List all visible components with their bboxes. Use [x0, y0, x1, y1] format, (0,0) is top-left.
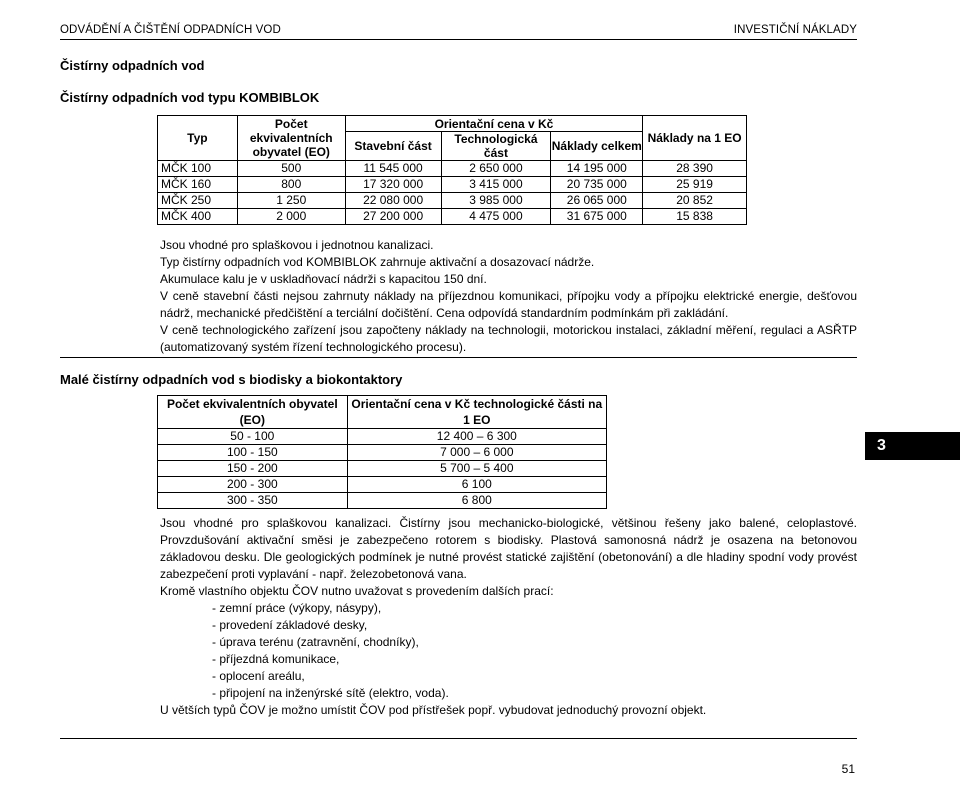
cell: 27 200 000: [345, 209, 441, 225]
cell: 17 320 000: [345, 177, 441, 193]
cell: 25 919: [643, 177, 747, 193]
cell: 100 - 150: [158, 445, 348, 461]
cell: 150 - 200: [158, 461, 348, 477]
header-rule: [60, 39, 857, 40]
col-header-typ: Typ: [158, 116, 238, 161]
cell: 500: [237, 161, 345, 177]
table-row: [158, 445, 607, 461]
note-paragraph: V ceně stavební části nejsou zahrnuty náklady na příjezdnou komunikaci, přípojku vody a přípojku elektrické energie, dešťovou nádrž, mechanické předčištění a terciální dočištění. Cena odpovídá standardním podmínkám při zakládání.: [160, 289, 857, 320]
table-row: [158, 429, 607, 445]
cell: 3 415 000: [441, 177, 551, 193]
table-row: [158, 193, 747, 209]
cell: 4 475 000: [441, 209, 551, 225]
table-row: [158, 161, 747, 177]
cell: MČK 100: [158, 161, 238, 177]
chapter-badge: 3: [865, 432, 960, 460]
col-header-orientacni-cena: Orientační cena v Kč: [345, 116, 643, 132]
list-item: - provedení základové desky,: [212, 618, 368, 632]
list-intro: Kromě vlastního objektu ČOV nutno uvažovat s provedením dalších prací:: [160, 584, 554, 598]
list-item: - oplocení areálu,: [212, 669, 305, 683]
note-paragraph: V ceně technologického zařízení jsou započteny náklady na technologii, motorickou instalaci, základní měření, regulaci a ASŘTP (automatizovaný systém řízení technologického procesu).: [160, 323, 857, 354]
col-header-pocet-eo: Počet ekvivalentních obyvatel (EO): [237, 116, 345, 161]
cell: 20 735 000: [551, 177, 643, 193]
cell: 7 000 – 6 000: [347, 445, 606, 461]
note-line: Typ čistírny odpadních vod KOMBIBLOK zahrnuje aktivační a dosazovací nádrže.: [160, 255, 595, 269]
cell: 2 650 000: [441, 161, 551, 177]
cell: 15 838: [643, 209, 747, 225]
biodisky-price-table: [157, 395, 607, 509]
col-header-naklady-celkem: Náklady celkem: [551, 132, 643, 161]
subsection-title-biodisky: Malé čistírny odpadních vod s biodisky a biokontaktory: [60, 372, 403, 387]
table-row: [158, 209, 747, 225]
table-row: [158, 477, 607, 493]
cell: 300 - 350: [158, 493, 348, 509]
cell: 28 390: [643, 161, 747, 177]
section-rule: [60, 357, 857, 358]
col-header-pocet-eo: Počet ekvivalentních obyvatel (EO): [158, 396, 348, 429]
cell: MČK 250: [158, 193, 238, 209]
cell: 2 000: [237, 209, 345, 225]
cell: MČK 400: [158, 209, 238, 225]
cell: 50 - 100: [158, 429, 348, 445]
cell: 200 - 300: [158, 477, 348, 493]
note-line: Akumulace kalu je v uskladňovací nádrži s kapacitou 150 dní.: [160, 272, 487, 286]
section-title: Čistírny odpadních vod: [60, 58, 205, 73]
list-item: - zemní práce (výkopy, násypy),: [212, 601, 382, 615]
col-header-naklady-na-eo: Náklady na 1 EO: [643, 116, 747, 161]
cell: 5 700 – 5 400: [347, 461, 606, 477]
note-line: Jsou vhodné pro splaškovou i jednotnou kanalizaci.: [160, 238, 434, 252]
subsection-title-kombiblok: Čistírny odpadních vod typu KOMBIBLOK: [60, 90, 320, 105]
kombiblok-notes: [160, 237, 860, 356]
list-item: - příjezdná komunikace,: [212, 652, 340, 666]
col-header-stavebni: Stavební část: [345, 132, 441, 161]
cell: 6 100: [347, 477, 606, 493]
col-header-cena-na-eo: Orientační cena v Kč technologické části na 1 EO: [347, 396, 606, 429]
works-list: [160, 600, 860, 702]
footer-rule: [60, 738, 857, 739]
table-row: [158, 493, 607, 509]
list-item: - úprava terénu (zatravnění, chodníky),: [212, 635, 419, 649]
col-header-technologicka: Technologická část: [441, 132, 551, 161]
table-row: [158, 461, 607, 477]
cell: 11 545 000: [345, 161, 441, 177]
list-item: - připojení na inženýrské sítě (elektro, voda).: [212, 686, 449, 700]
cell: 6 800: [347, 493, 606, 509]
cell: 26 065 000: [551, 193, 643, 209]
running-header-right: INVESTIČNÍ NÁKLADY: [733, 24, 857, 36]
page-number: 51: [841, 762, 855, 776]
cell: 20 852: [643, 193, 747, 209]
biodisky-notes: [160, 515, 860, 719]
running-header-left: ODVÁDĚNÍ A ČIŠTĚNÍ ODPADNÍCH VOD: [60, 24, 281, 36]
closing-line: U větších typů ČOV je možno umístit ČOV pod přístřešek popř. vybudovat jednoduchý provozní objekt.: [160, 703, 707, 717]
cell: MČK 160: [158, 177, 238, 193]
cell: 22 080 000: [345, 193, 441, 209]
note-paragraph: Jsou vhodné pro splaškovou kanalizaci. Čistírny jsou mechanicko-biologické, většinou řešeny jako balené, celoplastové. Provzdušování aktivační směsi je zabezpečeno rotorem s biodisky. Plastová samonosná nádrž je osazena na betonovou základovou desku. Dle geologických podmínek je nutné provést statické zajištění (obetonování) a dle hladiny spodní vody provést zabezpečení proti vyplavání - např. železobetonová vana.: [160, 516, 857, 581]
kombiblok-price-table: [157, 115, 747, 225]
table-row: [158, 177, 747, 193]
cell: 31 675 000: [551, 209, 643, 225]
cell: 3 985 000: [441, 193, 551, 209]
cell: 14 195 000: [551, 161, 643, 177]
cell: 800: [237, 177, 345, 193]
cell: 1 250: [237, 193, 345, 209]
cell: 12 400 – 6 300: [347, 429, 606, 445]
